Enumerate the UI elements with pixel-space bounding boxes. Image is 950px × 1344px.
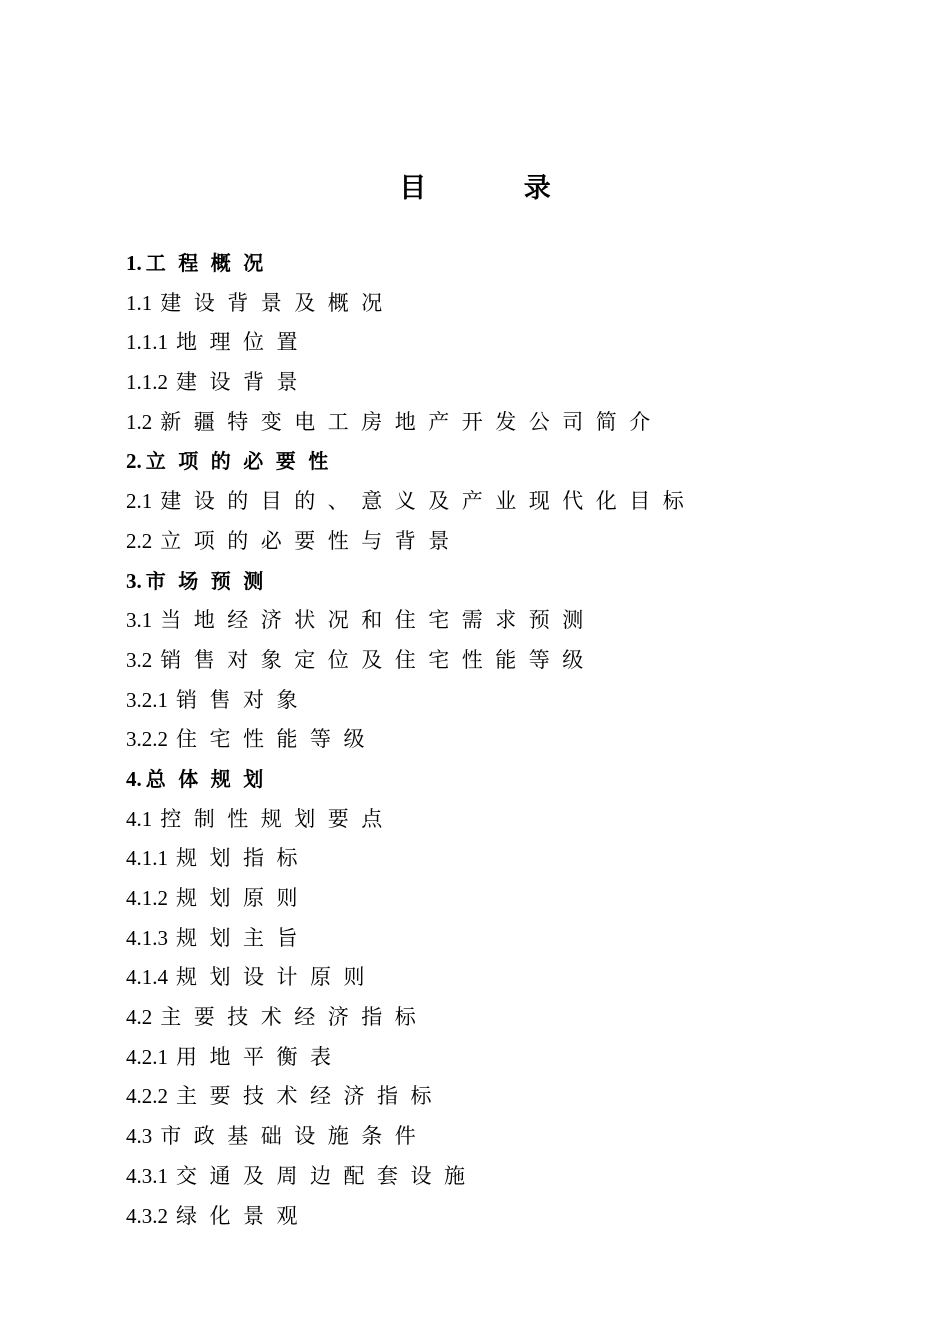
- toc-entry-title: 建设背景: [176, 370, 310, 395]
- toc-entry-title: 总体规划: [145, 766, 276, 791]
- toc-entry-number: 2.: [126, 449, 142, 474]
- toc-entry: [126, 244, 886, 284]
- toc-entry: [126, 800, 886, 840]
- toc-entry-number: 1.1: [126, 290, 153, 315]
- toc-entry: [126, 958, 886, 998]
- toc-entry: [126, 839, 886, 879]
- toc-entry-number: 4.1.4: [126, 965, 168, 990]
- toc-entry: [126, 323, 886, 363]
- toc-entry: [126, 442, 886, 482]
- page-title: 目 录: [399, 173, 595, 204]
- toc-entry-title: 建设背景及概况: [160, 290, 395, 315]
- toc-entry: [126, 403, 886, 443]
- toc-entry-title: 销售对象: [176, 687, 310, 712]
- toc-entry-number: 3.1: [126, 608, 153, 633]
- toc-entry-number: 3.2: [126, 647, 153, 672]
- toc-entry-title: 市政基础设施条件: [160, 1124, 429, 1149]
- toc-entry-number: 1.1.2: [126, 370, 168, 395]
- toc-entry: [126, 681, 886, 721]
- toc-entry-title: 立项的必要性与背景: [160, 528, 462, 553]
- toc-entry-number: 4.1.2: [126, 886, 168, 910]
- toc-entry-title: 主要技术经济指标: [176, 1084, 444, 1109]
- toc-entry-number: 3.: [126, 568, 142, 593]
- toc-entry: [126, 482, 886, 522]
- toc-entry-number: 4.3: [126, 1124, 153, 1149]
- toc-entry: [126, 919, 886, 959]
- toc-entry: [126, 1077, 886, 1117]
- toc-entry-title: 新疆特变电工房地产开发公司简介: [160, 409, 663, 434]
- toc-entry-title: 规划设计原则: [176, 965, 377, 990]
- toc-entry-number: 4.2.1: [126, 1044, 168, 1069]
- toc-entry: [126, 641, 886, 681]
- toc-entry: [126, 720, 886, 760]
- toc-entry-number: 2.1: [126, 489, 153, 514]
- toc-entry-number: 3.2.1: [126, 687, 168, 712]
- toc-entry-number: 4.3.1: [126, 1163, 168, 1188]
- toc-entry-title: 交通及周边配套设施: [176, 1163, 478, 1188]
- toc-entry-number: 4.2: [126, 1005, 153, 1030]
- toc-entry: [126, 562, 886, 602]
- toc-entry-number: 4.: [126, 766, 142, 791]
- toc-entry-title: 用地平衡表: [176, 1044, 344, 1069]
- toc-entry: [126, 998, 886, 1038]
- toc-entry-title: 控制性规划要点: [160, 806, 395, 831]
- toc-entry-title: 工程概况: [145, 251, 276, 275]
- toc-entry-number: 4.1: [126, 806, 153, 831]
- toc-entry-number: 3.2.2: [126, 727, 168, 752]
- toc-entry-number: 1.1.1: [126, 330, 168, 355]
- toc-entry-title: 建设的目的、意义及产业现代化目标: [160, 489, 697, 514]
- toc-entry-number: 1.: [126, 251, 142, 275]
- toc-entry: [126, 1197, 886, 1237]
- toc-entry-title: 规划原则: [176, 886, 310, 910]
- toc-entry-number: 4.2.2: [126, 1084, 168, 1109]
- toc-entry-title: 当地经济状况和住宅需求预测: [160, 608, 596, 633]
- toc-entry: [126, 522, 886, 562]
- toc-entry: [126, 1117, 886, 1157]
- toc-entry-number: 1.2: [126, 409, 153, 434]
- toc-entry-title: 主要技术经济指标: [160, 1005, 429, 1030]
- toc-entry: [126, 363, 886, 403]
- toc-entry-title: 规划指标: [176, 846, 310, 871]
- toc-entry-title: 立项的必要性: [145, 449, 341, 474]
- toc-entry-title: 住宅性能等级: [176, 727, 377, 752]
- toc-entry-title: 规划主旨: [176, 925, 310, 950]
- toc-entry-number: 2.2: [126, 528, 153, 553]
- toc-entry-number: 4.3.2: [126, 1203, 168, 1228]
- toc-entry: [126, 601, 886, 641]
- toc-entry: [126, 1157, 886, 1197]
- toc-entry-number: 4.1.3: [126, 925, 168, 950]
- toc-entry-title: 销售对象定位及住宅性能等级: [160, 647, 596, 672]
- toc-entry-number: 4.1.1: [126, 846, 168, 871]
- toc-entry: [126, 760, 886, 800]
- toc-entry: [126, 879, 886, 919]
- toc-entry-title: 绿化景观: [176, 1203, 310, 1228]
- toc-entry: [126, 1038, 886, 1078]
- toc-entry-title: 市场预测: [145, 568, 276, 593]
- table-of-contents: [126, 244, 886, 1236]
- toc-entry: [126, 284, 886, 324]
- toc-entry-title: 地理位置: [176, 330, 310, 355]
